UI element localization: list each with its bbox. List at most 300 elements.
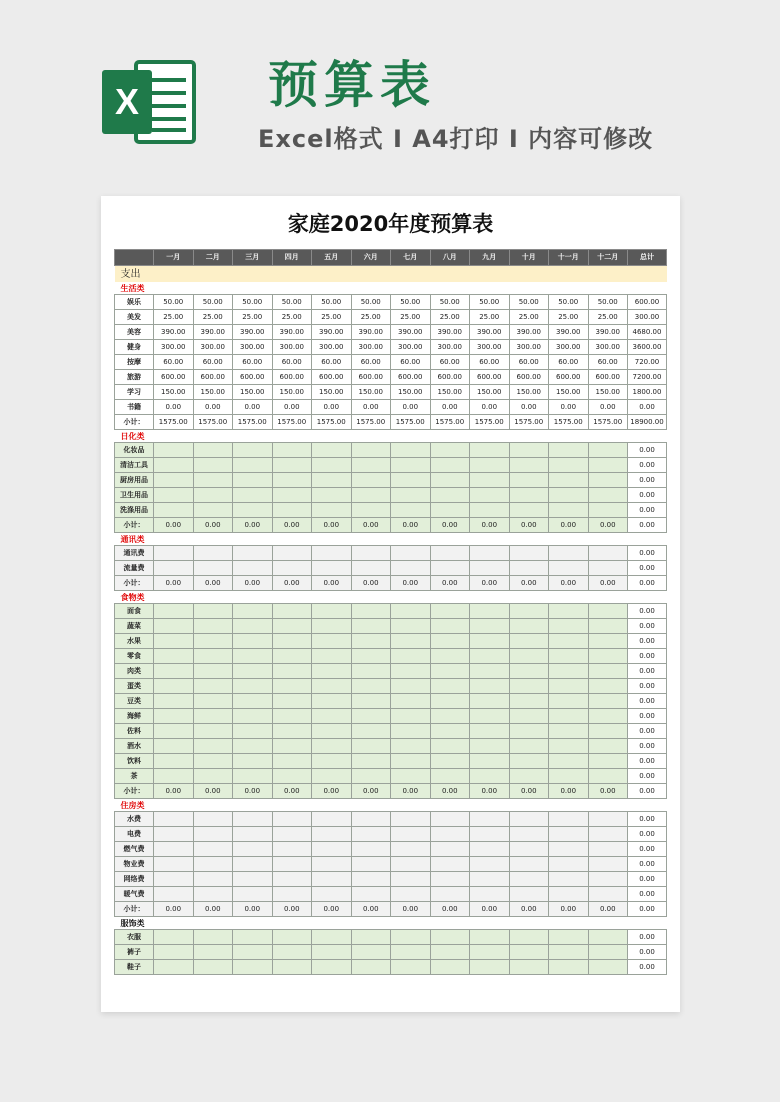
subtotal-value-cell[interactable]: 0.00 [430,518,470,533]
item-label-cell[interactable]: 茶 [115,769,154,784]
value-cell[interactable] [272,546,312,561]
value-cell[interactable] [509,473,549,488]
value-cell[interactable] [549,443,589,458]
value-cell[interactable]: 300.00 [312,340,352,355]
value-cell[interactable] [430,503,470,518]
value-cell[interactable] [391,827,431,842]
value-cell[interactable] [509,739,549,754]
value-cell[interactable] [312,664,352,679]
value-cell[interactable] [193,604,233,619]
value-cell[interactable] [193,709,233,724]
value-cell[interactable] [588,664,628,679]
value-cell[interactable] [193,872,233,887]
value-cell[interactable] [272,458,312,473]
value-cell[interactable]: 150.00 [549,385,589,400]
value-cell[interactable] [549,960,589,975]
row-total-cell[interactable]: 1800.00 [628,385,667,400]
value-cell[interactable] [509,709,549,724]
item-label-cell[interactable]: 衣服 [115,930,154,945]
value-cell[interactable] [233,930,273,945]
value-cell[interactable] [351,930,391,945]
value-cell[interactable] [154,709,194,724]
value-cell[interactable] [351,664,391,679]
value-cell[interactable] [154,812,194,827]
value-cell[interactable] [193,679,233,694]
value-cell[interactable] [351,619,391,634]
value-cell[interactable] [509,887,549,902]
item-label-cell[interactable]: 燃气费 [115,842,154,857]
subtotal-value-cell[interactable]: 0.00 [588,784,628,799]
value-cell[interactable] [351,709,391,724]
row-total-cell[interactable]: 0.00 [628,769,667,784]
value-cell[interactable] [509,960,549,975]
value-cell[interactable] [312,694,352,709]
value-cell[interactable] [154,488,194,503]
value-cell[interactable]: 25.00 [588,310,628,325]
item-label-cell[interactable]: 暖气费 [115,887,154,902]
value-cell[interactable] [549,724,589,739]
value-cell[interactable] [233,872,273,887]
value-cell[interactable] [154,945,194,960]
value-cell[interactable]: 25.00 [430,310,470,325]
value-cell[interactable]: 300.00 [470,340,510,355]
row-total-cell[interactable]: 0.00 [628,945,667,960]
value-cell[interactable] [430,546,470,561]
value-cell[interactable] [312,604,352,619]
value-cell[interactable] [312,739,352,754]
section-label-cell[interactable]: 支出 [115,266,667,283]
value-cell[interactable] [391,664,431,679]
subtotal-value-cell[interactable]: 1575.00 [509,415,549,430]
value-cell[interactable]: 300.00 [154,340,194,355]
value-cell[interactable] [154,649,194,664]
value-cell[interactable] [351,561,391,576]
value-cell[interactable] [272,649,312,664]
value-cell[interactable]: 0.00 [391,400,431,415]
value-cell[interactable] [430,872,470,887]
value-cell[interactable] [430,724,470,739]
item-label-cell[interactable]: 美容 [115,325,154,340]
value-cell[interactable] [588,872,628,887]
value-cell[interactable] [430,754,470,769]
value-cell[interactable] [233,960,273,975]
month-header-cell[interactable]: 十一月 [549,250,589,266]
value-cell[interactable]: 0.00 [549,400,589,415]
value-cell[interactable] [588,649,628,664]
value-cell[interactable] [233,473,273,488]
item-label-cell[interactable]: 蛋类 [115,679,154,694]
row-total-cell[interactable]: 0.00 [628,503,667,518]
value-cell[interactable] [588,443,628,458]
subtotal-value-cell[interactable]: 0.00 [391,576,431,591]
value-cell[interactable] [193,724,233,739]
value-cell[interactable] [154,458,194,473]
value-cell[interactable] [509,664,549,679]
value-cell[interactable] [154,443,194,458]
month-header-cell[interactable]: 三月 [233,250,273,266]
value-cell[interactable] [509,619,549,634]
value-cell[interactable] [351,634,391,649]
item-label-cell[interactable]: 肉类 [115,664,154,679]
value-cell[interactable] [233,887,273,902]
item-label-cell[interactable]: 豆类 [115,694,154,709]
value-cell[interactable] [588,754,628,769]
value-cell[interactable] [391,488,431,503]
value-cell[interactable] [470,857,510,872]
value-cell[interactable] [391,709,431,724]
value-cell[interactable] [193,443,233,458]
value-cell[interactable]: 60.00 [312,355,352,370]
value-cell[interactable] [470,930,510,945]
value-cell[interactable] [588,634,628,649]
item-label-cell[interactable]: 娱乐 [115,295,154,310]
value-cell[interactable] [430,887,470,902]
value-cell[interactable] [470,473,510,488]
value-cell[interactable]: 60.00 [588,355,628,370]
value-cell[interactable] [588,960,628,975]
row-total-cell[interactable]: 0.00 [628,887,667,902]
subtotal-value-cell[interactable]: 0.00 [154,902,194,917]
subtotal-value-cell[interactable]: 0.00 [549,902,589,917]
value-cell[interactable]: 390.00 [430,325,470,340]
value-cell[interactable] [588,945,628,960]
value-cell[interactable]: 600.00 [509,370,549,385]
subtotal-value-cell[interactable]: 0.00 [588,576,628,591]
value-cell[interactable] [233,842,273,857]
value-cell[interactable] [154,724,194,739]
value-cell[interactable] [588,769,628,784]
subtotal-value-cell[interactable]: 1575.00 [549,415,589,430]
value-cell[interactable] [549,739,589,754]
value-cell[interactable] [470,827,510,842]
value-cell[interactable]: 50.00 [351,295,391,310]
value-cell[interactable] [509,769,549,784]
value-cell[interactable]: 390.00 [233,325,273,340]
value-cell[interactable] [312,754,352,769]
subtotal-value-cell[interactable]: 1575.00 [588,415,628,430]
value-cell[interactable] [430,679,470,694]
value-cell[interactable] [193,546,233,561]
value-cell[interactable] [470,724,510,739]
value-cell[interactable] [391,769,431,784]
value-cell[interactable]: 150.00 [272,385,312,400]
row-total-cell[interactable]: 0.00 [628,561,667,576]
subtotal-total-cell[interactable]: 0.00 [628,518,667,533]
value-cell[interactable] [312,634,352,649]
subtotal-value-cell[interactable]: 1575.00 [391,415,431,430]
value-cell[interactable] [430,458,470,473]
value-cell[interactable] [272,724,312,739]
item-label-cell[interactable]: 化妆品 [115,443,154,458]
value-cell[interactable] [272,488,312,503]
month-header-cell[interactable]: 六月 [351,250,391,266]
value-cell[interactable] [588,458,628,473]
value-cell[interactable]: 60.00 [509,355,549,370]
value-cell[interactable] [549,488,589,503]
value-cell[interactable] [233,857,273,872]
value-cell[interactable] [272,443,312,458]
value-cell[interactable] [272,664,312,679]
item-label-cell[interactable]: 饮料 [115,754,154,769]
value-cell[interactable]: 60.00 [391,355,431,370]
value-cell[interactable] [549,945,589,960]
value-cell[interactable] [312,842,352,857]
value-cell[interactable] [312,857,352,872]
item-label-cell[interactable]: 水果 [115,634,154,649]
value-cell[interactable]: 150.00 [430,385,470,400]
value-cell[interactable] [193,945,233,960]
subtotal-total-cell[interactable]: 0.00 [628,576,667,591]
value-cell[interactable]: 60.00 [272,355,312,370]
value-cell[interactable]: 390.00 [312,325,352,340]
value-cell[interactable]: 300.00 [391,340,431,355]
value-cell[interactable] [233,812,273,827]
item-label-cell[interactable]: 清洁工具 [115,458,154,473]
item-label-cell[interactable]: 按摩 [115,355,154,370]
value-cell[interactable]: 50.00 [391,295,431,310]
value-cell[interactable] [272,679,312,694]
value-cell[interactable] [193,930,233,945]
value-cell[interactable]: 390.00 [549,325,589,340]
value-cell[interactable] [391,812,431,827]
value-cell[interactable]: 25.00 [351,310,391,325]
row-total-cell[interactable]: 0.00 [628,443,667,458]
value-cell[interactable] [509,694,549,709]
row-total-cell[interactable]: 600.00 [628,295,667,310]
value-cell[interactable] [470,604,510,619]
subtotal-value-cell[interactable]: 0.00 [233,576,273,591]
value-cell[interactable] [509,503,549,518]
value-cell[interactable] [470,960,510,975]
subtotal-value-cell[interactable]: 0.00 [233,518,273,533]
subtotal-value-cell[interactable]: 0.00 [233,784,273,799]
row-total-cell[interactable]: 0.00 [628,458,667,473]
value-cell[interactable] [312,488,352,503]
value-cell[interactable] [588,930,628,945]
value-cell[interactable]: 50.00 [470,295,510,310]
value-cell[interactable] [509,724,549,739]
subtotal-value-cell[interactable]: 0.00 [470,576,510,591]
subtotal-value-cell[interactable]: 0.00 [312,576,352,591]
value-cell[interactable] [430,812,470,827]
value-cell[interactable] [154,619,194,634]
subtotal-value-cell[interactable]: 0.00 [154,518,194,533]
value-cell[interactable] [391,649,431,664]
row-total-cell[interactable]: 300.00 [628,310,667,325]
header-corner-cell[interactable] [115,250,154,266]
value-cell[interactable]: 390.00 [154,325,194,340]
value-cell[interactable] [430,945,470,960]
value-cell[interactable] [430,842,470,857]
value-cell[interactable] [272,842,312,857]
value-cell[interactable] [470,709,510,724]
value-cell[interactable] [509,649,549,664]
value-cell[interactable] [549,812,589,827]
value-cell[interactable] [233,694,273,709]
value-cell[interactable]: 150.00 [154,385,194,400]
value-cell[interactable] [272,634,312,649]
value-cell[interactable] [312,619,352,634]
item-label-cell[interactable]: 美发 [115,310,154,325]
value-cell[interactable] [193,754,233,769]
subtotal-value-cell[interactable]: 0.00 [233,902,273,917]
value-cell[interactable]: 60.00 [233,355,273,370]
value-cell[interactable] [391,619,431,634]
value-cell[interactable] [509,812,549,827]
subtotal-value-cell[interactable]: 0.00 [351,576,391,591]
value-cell[interactable] [193,812,233,827]
item-label-cell[interactable]: 鞋子 [115,960,154,975]
value-cell[interactable] [391,679,431,694]
row-total-cell[interactable]: 0.00 [628,619,667,634]
item-label-cell[interactable]: 海鲜 [115,709,154,724]
value-cell[interactable] [470,812,510,827]
value-cell[interactable] [233,604,273,619]
value-cell[interactable]: 0.00 [509,400,549,415]
value-cell[interactable] [391,634,431,649]
value-cell[interactable]: 150.00 [312,385,352,400]
subtotal-value-cell[interactable]: 0.00 [588,518,628,533]
subtotal-value-cell[interactable]: 1575.00 [351,415,391,430]
value-cell[interactable] [549,709,589,724]
value-cell[interactable] [351,546,391,561]
value-cell[interactable] [430,709,470,724]
value-cell[interactable] [509,561,549,576]
value-cell[interactable] [470,679,510,694]
value-cell[interactable] [193,561,233,576]
value-cell[interactable] [312,827,352,842]
row-total-cell[interactable]: 0.00 [628,812,667,827]
value-cell[interactable]: 50.00 [154,295,194,310]
subtotal-value-cell[interactable]: 0.00 [549,518,589,533]
value-cell[interactable] [470,458,510,473]
value-cell[interactable]: 300.00 [588,340,628,355]
subtotal-value-cell[interactable]: 0.00 [588,902,628,917]
value-cell[interactable]: 390.00 [391,325,431,340]
subtotal-value-cell[interactable]: 0.00 [509,576,549,591]
value-cell[interactable] [351,443,391,458]
value-cell[interactable] [193,694,233,709]
value-cell[interactable] [509,546,549,561]
value-cell[interactable] [549,473,589,488]
value-cell[interactable] [351,488,391,503]
value-cell[interactable] [312,709,352,724]
value-cell[interactable]: 600.00 [312,370,352,385]
value-cell[interactable]: 300.00 [351,340,391,355]
value-cell[interactable]: 0.00 [588,400,628,415]
value-cell[interactable]: 600.00 [588,370,628,385]
value-cell[interactable] [351,458,391,473]
value-cell[interactable] [470,488,510,503]
value-cell[interactable]: 50.00 [233,295,273,310]
row-total-cell[interactable]: 0.00 [628,649,667,664]
value-cell[interactable]: 60.00 [430,355,470,370]
value-cell[interactable]: 150.00 [351,385,391,400]
subtotal-value-cell[interactable]: 0.00 [193,902,233,917]
value-cell[interactable] [351,503,391,518]
value-cell[interactable] [588,679,628,694]
value-cell[interactable] [470,561,510,576]
value-cell[interactable] [391,857,431,872]
value-cell[interactable] [193,649,233,664]
value-cell[interactable] [549,458,589,473]
value-cell[interactable] [351,754,391,769]
value-cell[interactable]: 390.00 [272,325,312,340]
value-cell[interactable] [549,679,589,694]
value-cell[interactable] [272,561,312,576]
value-cell[interactable] [154,960,194,975]
subtotal-value-cell[interactable]: 0.00 [430,784,470,799]
value-cell[interactable] [272,604,312,619]
value-cell[interactable]: 390.00 [193,325,233,340]
value-cell[interactable] [193,827,233,842]
item-label-cell[interactable]: 蔬菜 [115,619,154,634]
value-cell[interactable] [193,619,233,634]
month-header-cell[interactable]: 七月 [391,250,431,266]
value-cell[interactable] [391,561,431,576]
value-cell[interactable]: 60.00 [154,355,194,370]
subtotal-value-cell[interactable]: 0.00 [154,576,194,591]
value-cell[interactable] [509,679,549,694]
subtotal-value-cell[interactable]: 0.00 [272,784,312,799]
value-cell[interactable] [272,945,312,960]
value-cell[interactable] [312,945,352,960]
value-cell[interactable]: 50.00 [549,295,589,310]
value-cell[interactable] [233,739,273,754]
value-cell[interactable]: 50.00 [588,295,628,310]
value-cell[interactable] [312,930,352,945]
value-cell[interactable] [154,739,194,754]
subtotal-value-cell[interactable]: 0.00 [193,784,233,799]
value-cell[interactable] [233,649,273,664]
value-cell[interactable] [549,634,589,649]
value-cell[interactable] [509,604,549,619]
value-cell[interactable] [272,857,312,872]
value-cell[interactable] [549,754,589,769]
value-cell[interactable]: 0.00 [430,400,470,415]
row-total-cell[interactable]: 0.00 [628,872,667,887]
value-cell[interactable] [351,769,391,784]
value-cell[interactable] [233,664,273,679]
value-cell[interactable]: 0.00 [233,400,273,415]
subtotal-label-cell[interactable]: 小计： [115,415,154,430]
value-cell[interactable] [509,857,549,872]
value-cell[interactable] [193,634,233,649]
subtotal-value-cell[interactable]: 1575.00 [430,415,470,430]
value-cell[interactable] [430,634,470,649]
value-cell[interactable] [351,945,391,960]
subtotal-value-cell[interactable]: 0.00 [312,518,352,533]
value-cell[interactable] [391,842,431,857]
value-cell[interactable] [588,739,628,754]
value-cell[interactable] [588,561,628,576]
item-label-cell[interactable]: 网络费 [115,872,154,887]
subtotal-value-cell[interactable]: 0.00 [391,902,431,917]
value-cell[interactable] [233,546,273,561]
value-cell[interactable] [549,842,589,857]
value-cell[interactable] [193,842,233,857]
value-cell[interactable] [391,458,431,473]
value-cell[interactable] [391,604,431,619]
value-cell[interactable]: 60.00 [470,355,510,370]
value-cell[interactable]: 150.00 [233,385,273,400]
item-label-cell[interactable]: 书籍 [115,400,154,415]
subtotal-value-cell[interactable]: 1575.00 [233,415,273,430]
month-header-cell[interactable]: 四月 [272,250,312,266]
value-cell[interactable] [312,887,352,902]
value-cell[interactable]: 50.00 [312,295,352,310]
value-cell[interactable] [272,930,312,945]
